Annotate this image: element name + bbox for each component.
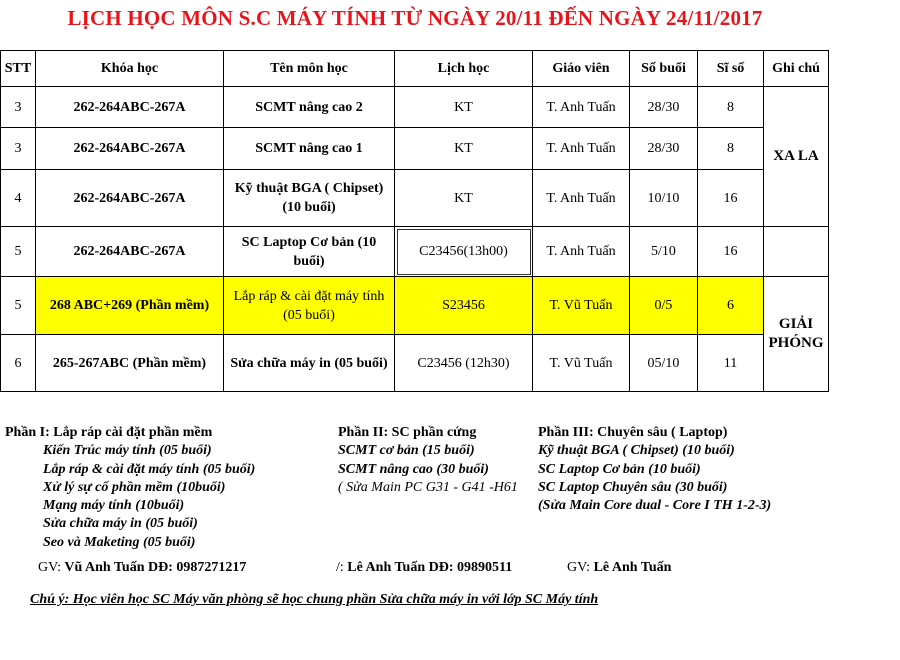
cell-schedule: KT [395, 170, 533, 227]
cell-count: 11 [698, 335, 764, 392]
col-header-schedule: Lịch học [395, 51, 533, 87]
table-row-highlighted [1, 277, 829, 335]
cell-subject: Lắp ráp & cài đặt máy tính (05 buổi) [224, 277, 395, 335]
cell-subject: SC Laptop Cơ bản (10 buổi) [224, 227, 395, 277]
cell-course: 265-267ABC (Phần mềm) [36, 335, 224, 392]
page-title: LỊCH HỌC MÔN S.C MÁY TÍNH TỪ NGÀY 20/11 ĐẾN NGÀY 24/11/2017 [67, 6, 763, 30]
teacher-info: Vũ Anh Tuấn DĐ: 0987271217 [64, 560, 247, 575]
table-row [1, 87, 829, 128]
part-1-item: Seo và Maketing (05 buổi) [43, 534, 196, 550]
teacher-label: GV: [567, 560, 591, 575]
cell-course: 268 ABC+269 (Phần mềm) [36, 277, 224, 335]
schedule-table [0, 50, 829, 392]
cell-course: 262-264ABC-267A [36, 170, 224, 227]
cell-stt: 5 [1, 227, 36, 277]
teacher-contact-1 [38, 560, 246, 576]
cell-course: 262-264ABC-267A [36, 128, 224, 170]
teacher-label: /: [336, 560, 344, 575]
cell-subject: SCMT nâng cao 1 [224, 128, 395, 170]
cell-teacher: T. Anh Tuấn [533, 170, 630, 227]
cell-stt: 3 [1, 128, 36, 170]
part-3-item: Kỹ thuật BGA ( Chipset) (10 buổi) [538, 443, 735, 459]
part-1-item: Kiến Trúc máy tính (05 buổi) [43, 443, 212, 459]
cell-sessions: 05/10 [630, 335, 698, 392]
cell-count: 16 [698, 170, 764, 227]
part-3-block [538, 424, 838, 515]
cell-stt: 5 [1, 277, 36, 335]
col-header-note: Ghi chú [764, 51, 829, 87]
cell-sessions: 5/10 [630, 227, 698, 277]
col-header-teacher: Giáo viên [533, 51, 630, 87]
cell-course: 262-264ABC-267A [36, 87, 224, 128]
cell-note-xala: XA LA [764, 87, 829, 227]
cell-subject: Sửa chữa máy in (05 buổi) [224, 335, 395, 392]
cell-schedule-selected[interactable]: C23456(13h00) [395, 227, 533, 277]
cell-stt: 6 [1, 335, 36, 392]
part-3-item: (Sửa Main Core dual - Core I TH 1-2-3) [538, 498, 772, 514]
part-1-item: Lắp ráp & cài đặt máy tính (05 buổi) [43, 461, 256, 477]
cell-course: 262-264ABC-267A [36, 227, 224, 277]
part-3-title: Phần III: Chuyên sâu ( Laptop) [538, 425, 728, 440]
part-2-title: Phần II: SC phần cứng [338, 425, 477, 440]
cell-teacher: T. Anh Tuấn [533, 227, 630, 277]
cell-teacher: T. Anh Tuấn [533, 87, 630, 128]
col-header-course: Khóa học [36, 51, 224, 87]
cell-count: 16 [698, 227, 764, 277]
col-header-subject: Tên môn học [224, 51, 395, 87]
teacher-contact-3 [567, 560, 671, 576]
teacher-contact-2 [336, 560, 512, 576]
cell-schedule: KT [395, 128, 533, 170]
cell-schedule: C23456 (12h30) [395, 335, 533, 392]
part-3-item: SC Laptop Chuyên sâu (30 buổi) [538, 479, 728, 495]
col-header-count: Sĩ số [698, 51, 764, 87]
cell-count: 8 [698, 128, 764, 170]
teacher-info: Lê Anh Tuấn DĐ: 09890511 [347, 560, 513, 575]
cell-count: 8 [698, 87, 764, 128]
table-row [1, 170, 829, 227]
cell-teacher: T. Vũ Tuấn [533, 277, 630, 335]
part-2-block [338, 424, 538, 497]
table-row [1, 128, 829, 170]
part-1-item: Mạng máy tính (10buổi) [43, 498, 185, 514]
cell-note-empty [764, 227, 829, 277]
teacher-label: GV: [38, 560, 62, 575]
cell-teacher: T. Anh Tuấn [533, 128, 630, 170]
footer-note: Chú ý: Học viên học SC Máy văn phòng sẽ học chung phần Sửa chữa máy in với lớp SC Máy tính [30, 592, 599, 607]
teacher-info: Lê Anh Tuấn [593, 560, 672, 575]
cell-sessions: 10/10 [630, 170, 698, 227]
cell-note-giaiphong: GIẢI PHÓNG [764, 277, 829, 392]
part-2-item: SCMT cơ bản (15 buổi) [338, 443, 475, 459]
part-3-item: SC Laptop Cơ bản (10 buổi) [538, 461, 701, 477]
part-2-item: SCMT nâng cao (30 buổi) [338, 461, 489, 477]
part-1-item: Sửa chữa máy in (05 buổi) [43, 516, 198, 532]
cell-subject: SCMT nâng cao 2 [224, 87, 395, 128]
cell-subject: Kỹ thuật BGA ( Chipset) (10 buổi) [224, 170, 395, 227]
col-header-sessions: Số buổi [630, 51, 698, 87]
cell-schedule: KT [395, 87, 533, 128]
header-row [1, 51, 829, 87]
table-row [1, 335, 829, 392]
col-header-stt: STT [1, 51, 36, 87]
part-2-note: ( Sửa Main PC G31 - G41 -H61 [338, 479, 518, 495]
cell-teacher: T. Vũ Tuấn [533, 335, 630, 392]
cell-count: 6 [698, 277, 764, 335]
cell-sessions: 0/5 [630, 277, 698, 335]
cell-sessions: 28/30 [630, 87, 698, 128]
cell-stt: 3 [1, 87, 36, 128]
part-1-title: Phần I: Lắp ráp cài đặt phần mềm [5, 425, 213, 440]
cell-schedule: S23456 [395, 277, 533, 335]
table-row [1, 227, 829, 277]
cell-sessions: 28/30 [630, 128, 698, 170]
cell-stt: 4 [1, 170, 36, 227]
part-1-item: Xử lý sự cố phần mềm (10buổi) [43, 479, 226, 495]
part-1-block [5, 424, 325, 552]
